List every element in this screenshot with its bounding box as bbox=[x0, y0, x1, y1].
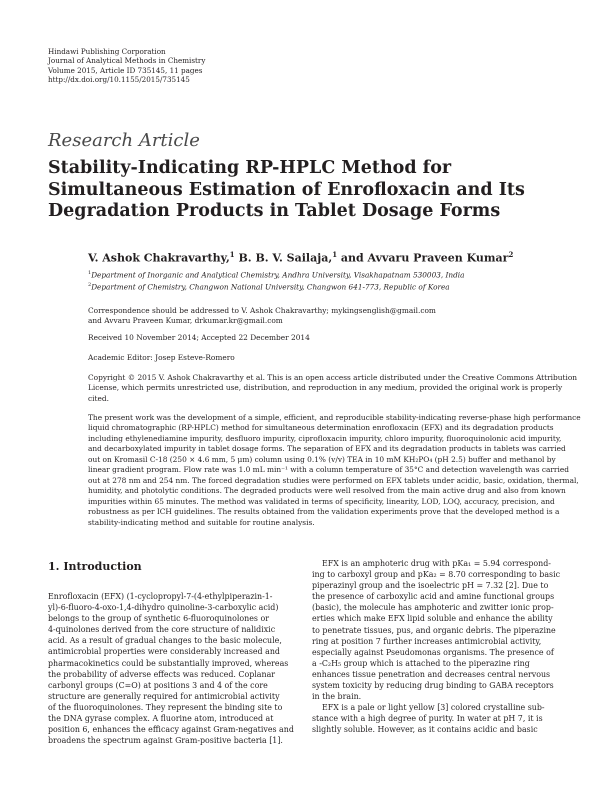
body-line: of the fluoroquinolones. They represent the binding site to bbox=[48, 702, 283, 712]
author-name: and Avvaru Praveen Kumar bbox=[340, 251, 509, 265]
title-line: Degradation Products in Tablet Dosage Forms bbox=[48, 201, 501, 222]
left-column bbox=[48, 591, 296, 746]
copyright bbox=[88, 373, 578, 404]
abstract-line: out on Kromasil C-18 (250 × 4.6 mm, 5 μm) column using 0.1% (v/v) TEA in 10 mM KH₂PO₄ (pH 2.5) buffer and methanol by bbox=[88, 454, 556, 464]
affiliation-sup: 2 bbox=[88, 282, 92, 288]
abstract-line: out at 278 nm and 254 nm. The forced degradation studies were performed on EFX tablets under acidic, basic, oxidation, thermal, bbox=[88, 475, 579, 485]
journal-name: Journal of Analytical Methods in Chemistry bbox=[48, 56, 206, 66]
body-line: antimicrobial properties were considerably increased and bbox=[48, 647, 280, 657]
section-title: 1. Introduction bbox=[48, 560, 142, 573]
body-line: especially against Pseudomonas organisms. The presence of bbox=[312, 647, 554, 657]
abstract-line: impurities within 65 minutes. The method was validated in terms of specificity, linearity, LOD, LOQ, accuracy, precision, and bbox=[88, 496, 555, 506]
body-line: 4-quinolones derived from the core structure of nalidixic bbox=[48, 625, 276, 635]
title-line: Simultaneous Estimation of Enrofloxacin and Its bbox=[48, 179, 525, 200]
volume-info: Volume 2015, Article ID 735145, 11 pages bbox=[48, 65, 203, 75]
body-line: ring at position 7 further increases antimicrobial activity, bbox=[312, 636, 542, 646]
body-line: slightly soluble. However, as it contains acidic and basic bbox=[312, 725, 538, 735]
body-line: the DNA gyrase complex. A fluorine atom, introduced at bbox=[48, 714, 274, 724]
correspondence-line: and Avvaru Praveen Kumar, drkumar.kr@gmail.com bbox=[88, 316, 283, 326]
affiliation-sup: 1 bbox=[88, 270, 92, 276]
body-line: Enrofloxacin (EFX) (1-cyclopropyl-7-(4-ethylpiperazin-1- bbox=[48, 592, 273, 601]
abstract-line: linear gradient program. Flow rate was 1.0 mL min⁻¹ with a column temperature of 35°C and detection wavelength was carried bbox=[88, 465, 569, 475]
body-line: in the brain. bbox=[312, 692, 362, 702]
journal-header bbox=[48, 47, 205, 85]
body-line: the presence of carboxylic acid and amine functional groups bbox=[312, 592, 555, 602]
right-column bbox=[312, 558, 560, 736]
body-line: ing to carboxyl group and pKa₂ = 8.70 corresponding to basic bbox=[312, 570, 561, 580]
body-line: piperazinyl group and the isoelectric pH = 7.32 [2]. Due to bbox=[312, 581, 549, 591]
article-type: Research Article bbox=[48, 130, 200, 151]
paper-title bbox=[48, 158, 568, 223]
body-line: position 6, enhances the efficacy against Gram-negatives and bbox=[48, 725, 294, 735]
academic-editor: Academic Editor: Josep Esteve-Romero bbox=[88, 353, 235, 362]
abstract-line: and decarboxylated impurity in tablet dosage forms. The separation of EFX and its degradation products in tablets was carried bbox=[88, 444, 566, 454]
body-line: the probability of adverse effects was reduced. Coplanar bbox=[48, 669, 276, 679]
body-line: pharmacokinetics could be substantially improved, whereas bbox=[48, 658, 289, 668]
body-line: a -C₂H₅ group which is attached to the piperazine ring bbox=[312, 658, 530, 668]
author-list bbox=[88, 250, 513, 265]
affiliation-text: Department of Inorganic and Analytical Chemistry, Andhra University, Visakhapatnam 530003, India bbox=[91, 270, 465, 280]
body-line: to penetrate tissues, pus, and organic debris. The piperazine bbox=[312, 625, 556, 635]
abstract-line: humidity, and photolytic conditions. The degraded products were well resolved from the main active drug and also from known bbox=[88, 486, 566, 496]
abstract-line: liquid chromatographic (RP-HPLC) method for simultaneous determination enrofloxacin (EFX) and its degradation products bbox=[88, 423, 554, 433]
author-sup: 2 bbox=[508, 250, 514, 259]
body-line: EFX is a pale or light yellow [3] colored crystalline sub- bbox=[322, 703, 545, 713]
abstract bbox=[88, 413, 581, 528]
author-sup: 1 bbox=[229, 250, 235, 259]
dates: Received 10 November 2014; Accepted 22 December 2014 bbox=[88, 333, 310, 342]
abstract-line: The present work was the development of a simple, efficient, and reproducible stability-indicating reverse-phase high performance bbox=[88, 413, 581, 422]
copyright-line: License, which permits unrestricted use, distribution, and reproduction in any medium, provided the original work is properly bbox=[88, 383, 563, 393]
affiliation-2 bbox=[88, 282, 450, 291]
body-line: carbonyl groups (C=O) at positions 3 and 4 of the core bbox=[48, 680, 268, 690]
body-line: broadens the spectrum against Gram-positive bacteria [1]. bbox=[48, 736, 283, 746]
abstract-line: robustness as per ICH guidelines. The results obtained from the validation experiments prove that the developed method is a bbox=[88, 507, 560, 517]
body-line: enhances tissue penetration and decreases central nervous bbox=[312, 669, 551, 679]
correspondence bbox=[88, 306, 553, 327]
copyright-line: cited. bbox=[88, 393, 109, 403]
publisher: Hindawi Publishing Corporation bbox=[48, 47, 166, 56]
body-line: stance with a high degree of purity. In water at pH 7, it is bbox=[312, 714, 543, 724]
abstract-line: stability-indicating method and suitable for routine analysis. bbox=[88, 517, 315, 527]
affiliation-1 bbox=[88, 270, 464, 279]
doi-link[interactable]: http://dx.doi.org/10.1155/2015/735145 bbox=[48, 75, 190, 85]
author-name: B. B. V. Sailaja, bbox=[238, 251, 333, 265]
copyright-line: Copyright © 2015 V. Ashok Chakravarthy et al. This is an open access article distributed under the Creative Commons Attribution bbox=[88, 373, 578, 382]
body-line: acid. As a result of gradual changes to the basic molecule, bbox=[48, 636, 282, 646]
affiliation-text: Department of Chemistry, Changwon National University, Changwon 641-773, Republic of Korea bbox=[91, 282, 450, 292]
title-line: Stability-Indicating RP-HPLC Method for bbox=[48, 158, 452, 178]
author-sup: 1 bbox=[332, 250, 338, 259]
body-line: EFX is an amphoteric drug with pKa₁ = 5.94 correspond- bbox=[322, 559, 551, 568]
body-line: system toxicity by reducing drug binding to GABA receptors bbox=[312, 681, 554, 691]
body-line: (basic), the molecule has amphoteric and zwitter ionic prop- bbox=[312, 603, 554, 613]
body-line: belongs to the group of synthetic 6-fluoroquinolones or bbox=[48, 614, 269, 624]
body-line: yl)-6-fluoro-4-oxo-1,4-dihydro quinoline-3-carboxylic acid) bbox=[48, 603, 279, 613]
correspondence-line: Correspondence should be addressed to V. Ashok Chakravarthy; mykingsenglish@gmail.com bbox=[88, 306, 436, 315]
body-line: structure are generally required for antimicrobial activity bbox=[48, 691, 280, 701]
abstract-line: including ethylenediamine impurity, desfluoro impurity, ciprofloxacin impurity, chloro impurity, fluoroquinolonic acid impurity, bbox=[88, 433, 562, 443]
author-name: V. Ashok Chakravarthy, bbox=[88, 251, 230, 265]
body-line: erties which make EFX lipid soluble and enhance the ability bbox=[312, 614, 553, 624]
